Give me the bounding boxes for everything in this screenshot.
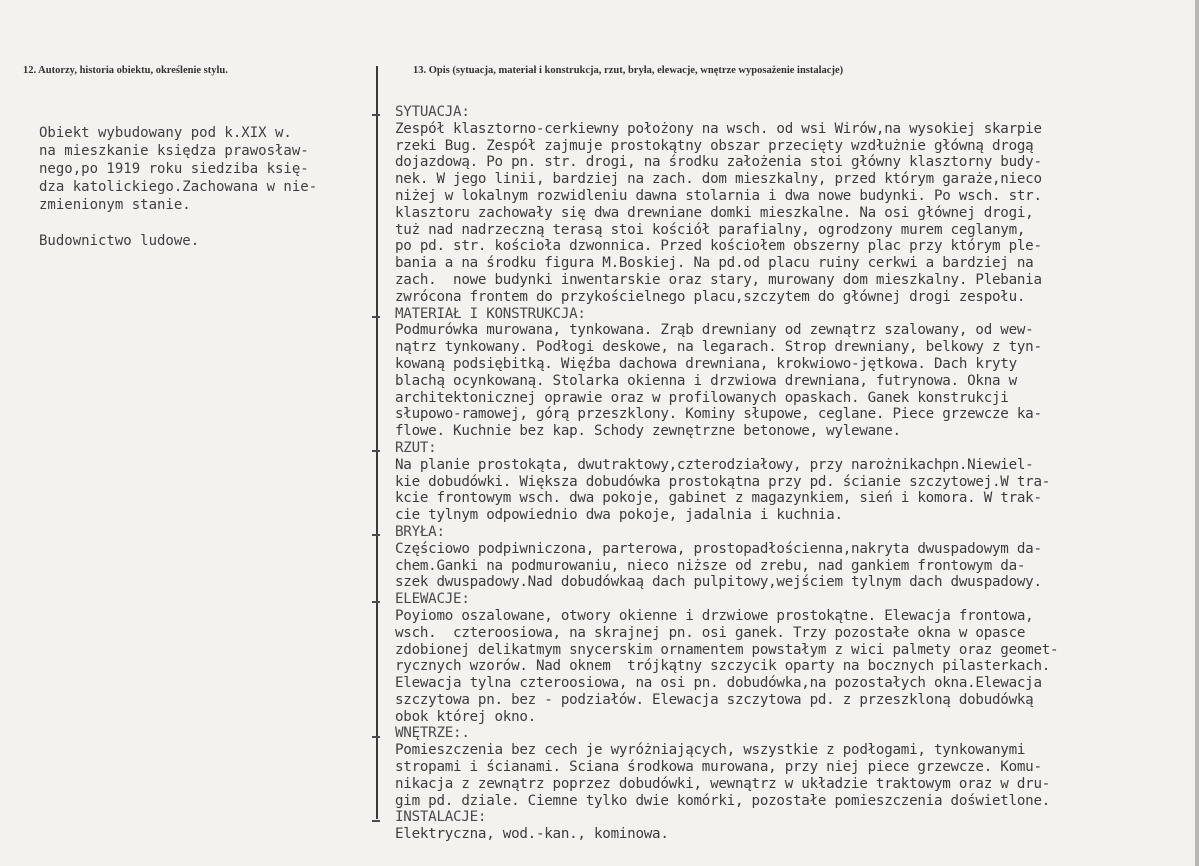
text-line: nek. W jego linii, bardziej na zach. dom mieszkalny, przed którym garaże,nieco (395, 171, 1042, 188)
text-line: gim pd. dziale. Ciemne tylko dwie komórki, pozostałe pomieszczenia doświetlone. (395, 792, 1051, 809)
text-line: architektonicznej oprawie oraz w profilowanych opaskach. Ganek konstrukcji (395, 389, 1009, 406)
text-line: stropami i ścianami. Sciana środkowa murowana, przy niej piece grzewcze. Komu- (395, 759, 1042, 776)
section-tick (372, 736, 380, 738)
left-line: nego,po 1919 roku siedziba księ- (39, 161, 309, 177)
field-12-header: 12. Autorzy, historia obiektu, określenie stylu. (23, 65, 228, 76)
text-line: zwrócona frontem do przykościelnego placu,szczytem do głównej drogi zespołu. (395, 288, 1026, 305)
text-line: blachą ocynkowaną. Stolarka okienna i drzwiowa drewniana, futrynowa. Okna w (395, 372, 1017, 389)
text-line: Na planie prostokąta, dwutraktowy,czterodziałowy, przy narożnikachpn.Niewiel- (395, 456, 1034, 473)
section-tick (372, 114, 380, 116)
left-line: dza katolickiego.Zachowana w nie- (39, 179, 318, 195)
text-line: po pd. str. kościoła dzwonnica. Przed kościołem obszerny plac przy którym ple- (395, 238, 1042, 255)
text-line: Elewacja tylna czteroosiowa, na osi pn. dobudówka,na pozostałych okna.Elewacja (395, 675, 1042, 692)
text-line: szczytowa pn. bez - podziałów. Elewacja szczytowa pd. z przeszkloną dobudówką (395, 691, 1034, 708)
text-line: szek dwuspadowy.Nad dobudówkaą dach pulpitowy,wejściem tylnym dach dwuspadowy. (395, 574, 1042, 591)
text-line: kowaną podsiębitką. Więźba dachowa drewniana, krokwiowo-jętkowa. Dach kryty (395, 355, 1017, 372)
text-line: flowe. Kuchnie bez kap. Schody zewnętrzne betonowe, wylewane. (395, 423, 901, 440)
section-tick (372, 316, 380, 318)
text-line: Pomieszczenia bez cech je wyróżniających, wszystkie z podłogami, tynkowanymi (395, 742, 1026, 759)
section-title: ELEWACJE: (395, 591, 470, 608)
section-title: WNĘTRZE:. (395, 725, 470, 742)
field-13-header: 13. Opis (sytuacja, materiał i konstrukcja, rzut, bryła, elewacje, wnętrze wyposażenie instalacje) (413, 65, 844, 76)
text-line: Podmurówka murowana, tynkowana. Zrąb drewniany od zewnątrz szalowany, od wew- (395, 322, 1034, 339)
text-line: tuż nad nadrzeczną terasą stoi kościół parafialny, ogrodzony murem ceglanym, (395, 221, 1026, 238)
section-tick (372, 820, 380, 822)
page-edge (1195, 0, 1199, 866)
paragraph-gap (39, 214, 369, 232)
left-line: na mieszkanie księdza prawosław- (39, 143, 309, 159)
section-title: INSTALACJE: (395, 809, 487, 826)
section-title: MATERIAŁ I KONSTRUKCJA: (395, 305, 586, 322)
text-line: klasztoru zachowały się dwa drewniane domki mieszkalne. Na osi głównej drogi, (395, 204, 1034, 221)
text-line: rycznych wzorów. Nad oknem trójkątny szczycik oparty na bocznych pilasterkach. (395, 658, 1051, 675)
text-line: nątrz tynkowany. Podłogi deskowe, na legarach. Strop drewniany, belkowy z tyn- (395, 339, 1042, 356)
text-line: Poyiomo oszalowane, otwory okienne i drzwiowe prostokątne. Elewacja frontowa, (395, 607, 1034, 624)
text-line: zach. nowe budynki inwentarskie oraz stary, murowany dom mieszkalny. Plebania (395, 271, 1042, 288)
text-line: Elektryczna, wod.-kan., kominowa. (395, 826, 669, 843)
column-divider (376, 66, 378, 819)
left-line: Budownictwo ludowe. (39, 233, 200, 249)
left-line: zmienionym stanie. (39, 197, 191, 213)
section-title: RZUT: (395, 439, 437, 456)
text-line: cie tylnym odpowiednio dwa pokoje, jadalnia i kuchnia. (395, 507, 843, 524)
text-line: dojazdową. Po pn. str. drogi, na środku założenia stoi główny klasztorny budy- (395, 154, 1042, 171)
text-line: nikacja z zewnątrz poprzez dobudówki, wewnątrz w układzie traktowym oraz w dru- (395, 775, 1051, 792)
text-line: chem.Ganki na podmurowaniu, nieco niższe od zrebu, nad gankiem frontowym da- (395, 557, 1026, 574)
text-line: bania a na środku figura M.Boskiej. Na pd.od placu ruiny cerkwi a bardziej na (395, 255, 1034, 272)
section-tick (372, 450, 380, 452)
left-column-text (39, 124, 369, 250)
text-line: obok której okno. (395, 708, 536, 725)
text-line: Częściowo podpiwniczona, parterowa, prostopadłościenna,nakryta dwuspadowym da- (395, 540, 1042, 557)
text-line: niżej w lokalnym rozwidleniu dawna stolarnia i dwa nowe budynki. Po wsch. str. (395, 187, 1042, 204)
description-text (395, 104, 1185, 843)
section-title: BRYŁA: (395, 523, 445, 540)
text-line: słupowo-ramowej, górą przeszklony. Kominy słupowe, ceglane. Piece grzewcze ka- (395, 406, 1042, 423)
text-line: wsch. czteroosiowa, na skrajnej pn. osi ganek. Trzy pozostałe okna w opasce (395, 624, 1026, 641)
left-line: Obiekt wybudowany pod k.XIX w. (39, 125, 292, 141)
text-line: Zespół klasztorno-cerkiewny położony na wsch. od wsi Wirów,na wysokiej skarpie (395, 120, 1042, 137)
text-line: zdobionej delikatmym snycerskim ornamentem powstałym z wici palmety oraz geomet- (395, 641, 1059, 658)
text-line: kie dobudówki. Większa dobudówka prostokątna przy pd. ścianie szczytowej.W tra- (395, 473, 1051, 490)
section-tick (372, 534, 380, 536)
section-tick (372, 601, 380, 603)
section-title: SYTUACJA: (395, 104, 470, 120)
text-line: kcie frontowym wsch. dwa pokoje, gabinet z magazynkiem, sień i komora. W trak- (395, 490, 1042, 507)
text-line: rzeki Bug. Zespół zajmuje prostokątny obszar przecięty wzdłużnie główną drogą (395, 137, 1034, 154)
